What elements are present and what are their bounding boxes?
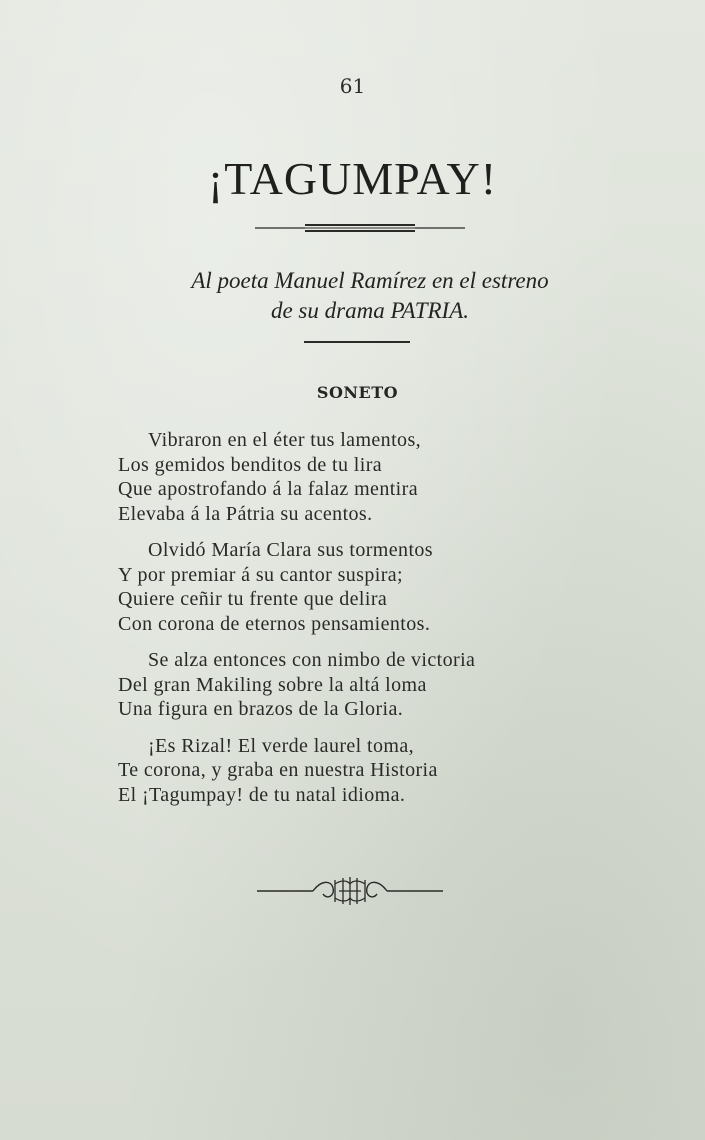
- verse-line: Se alza entonces con nimbo de victoria: [148, 649, 476, 671]
- verse-line: Con corona de eternos pensamientos.: [118, 612, 431, 635]
- verse-line: Te corona, y graba en nuestra Historia: [118, 759, 438, 781]
- stanza: [118, 538, 598, 636]
- divider-rule: [304, 341, 410, 343]
- title-rule-ornament: [255, 222, 465, 234]
- verse-line: Del gran Makiling sobre la altá loma: [118, 673, 427, 696]
- section-heading: SONETO: [316, 383, 399, 402]
- dedication: [60, 266, 660, 326]
- verse-line: Elevaba á la Pátria su acentos.: [118, 502, 373, 525]
- stanza: [118, 734, 598, 808]
- verse-line: Los gemidos benditos de tu lira: [118, 453, 383, 476]
- verse-line: Olvidó María Clara sus tormentos: [148, 539, 433, 561]
- stanza: [118, 428, 598, 526]
- page-number: 61: [339, 74, 366, 98]
- floral-ornament-icon: [255, 874, 445, 908]
- verse-line: Que apostrofando á la falaz mentira: [118, 478, 418, 500]
- poem-title: ¡TAGUMPAY!: [207, 153, 498, 204]
- verse-line: Vibraron en el éter tus lamentos,: [148, 429, 422, 451]
- dedication-line: Al poeta Manuel Ramírez en el estreno: [191, 268, 549, 293]
- stanza: [118, 648, 598, 722]
- verse-line: Y por premiar á su cantor suspira;: [118, 563, 403, 586]
- dedication-line: de su drama PATRIA.: [270, 298, 470, 323]
- sonnet: [118, 428, 598, 819]
- verse-line: Una figura en brazos de la Gloria.: [118, 698, 404, 720]
- verse-line: El ¡Tagumpay! de tu natal idioma.: [118, 783, 406, 806]
- verse-line: Quiere ceñir tu frente que delira: [118, 588, 388, 610]
- verse-line: ¡Es Rizal! El verde laurel toma,: [148, 734, 415, 757]
